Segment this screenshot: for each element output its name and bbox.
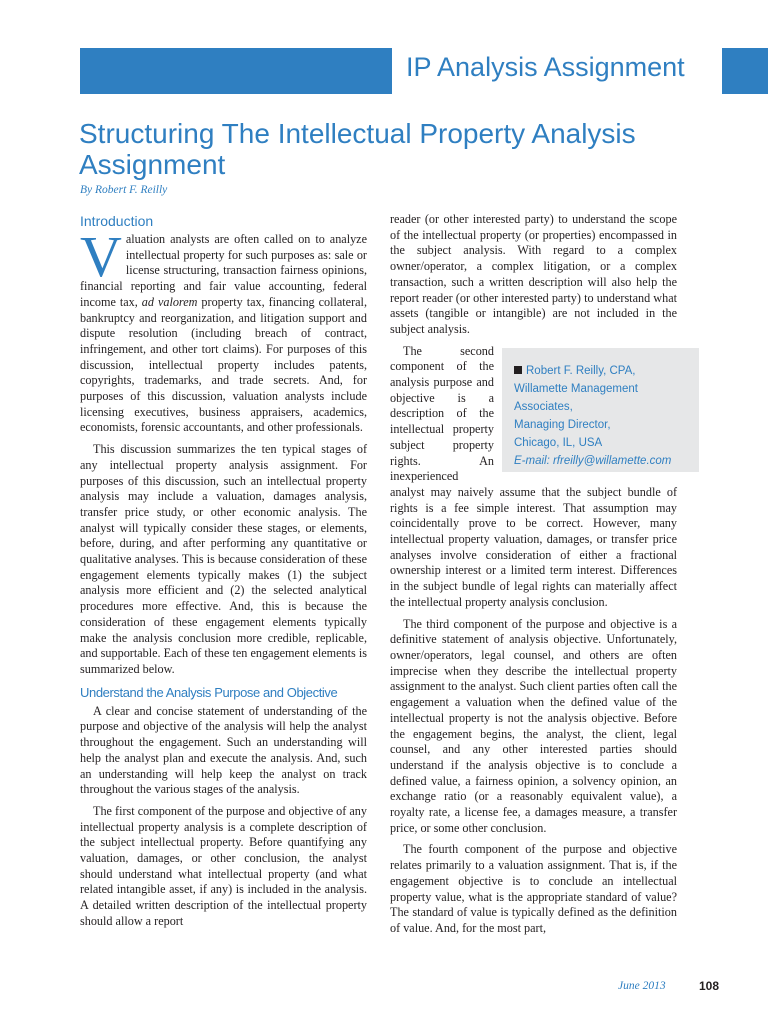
author-line-1: Robert F. Reilly, CPA, — [514, 362, 699, 380]
purpose-paragraph-1: A clear and concise statement of understanding of the purpose and objective of the analysis will help the analyst throughout the engagement. Such an understanding will help the analyst plan and execute the analysis. And, such an understanding will help keep the analyst on track throughout the various stages of the analysis. — [80, 703, 367, 797]
drop-cap: V — [80, 224, 122, 289]
left-column — [80, 210, 367, 936]
article-title: Structuring The Intellectual Property Analysis Assignment — [79, 118, 636, 180]
right-paragraph-3: The third component of the purpose and objective is a definitive statement of analysis objective. Unfortunately, owner/operators, legal counsel, and others are often imprecise when they describe the intellectual property assignment to the analyst. Such client parties often call the engagement a valuation when the defined value of the intellectual property is not the analysis objective. Before the engagement begins, the analyst, the client, legal counsel, and any other interested parties should understand if the analysis objective is to conclude a defined value, a fairness opinion, a solvency opinion, an exchange ratio (or a reasonably equivalent value), a royalty rate, a license fee, a damages measure, a transfer price, or some other conclusion. — [390, 616, 677, 835]
intro-paragraph — [80, 224, 367, 436]
intro-italic: ad valorem — [141, 294, 198, 309]
author-line-2: Willamette Management — [514, 382, 638, 395]
author-line-3: Associates, — [514, 400, 573, 413]
author-line-5: Chicago, IL, USA — [514, 436, 603, 449]
section-title: IP Analysis Assignment — [406, 52, 685, 82]
author-box — [502, 348, 699, 472]
footer-date: June 2013 — [618, 980, 666, 992]
header-bar-left — [80, 48, 392, 94]
author-email: E-mail: rfreilly@willamette.com — [514, 454, 672, 467]
right-paragraph-1: reader (or other interested party) to understand the scope of the intellectual property (or properties) encompassed in the subject analysis. With regard to a complex owner/operator, a complex litigation, or a complex transaction, such a written description will also help the report reader (or other interested party) to understand what assets (tangible or intangible) are not included in the subject analysis. — [390, 212, 677, 336]
purpose-paragraph-2: The first component of the purpose and objective of any intellectual property analysis is a complete description of the subject intellectual property. Before quantifying any valuation, damages, or other conclusion, the analyst should understand what intellectual property (and what related intangible asset, if any) is included in the analysis. A detailed written description of the intellectual property should allow a report — [80, 803, 367, 928]
purpose-heading: Understand the Analysis Purpose and Objective — [80, 684, 338, 700]
page-number: 108 — [699, 979, 720, 993]
byline: By Robert F. Reilly — [80, 184, 168, 196]
intro-heading: Introduction — [80, 213, 154, 229]
right-paragraph-2: The second component of the analysis purpose and objective is a description of the intellectual property subject property rights. An inexperienced analyst may naively assume that the subject bundle of rights is a fee simple interest. That assumption may coincidentally prove to be correct. However, many intellectual property valuation, damages, or transfer price analyses involve consideration of either a fractional ownership interest or a limited term interest. Differences in the subject bundle of legal rights can materially affect the intellectual property analysis conclusion. — [390, 343, 677, 609]
intro-text-rest: property tax, financing collateral, bankruptcy and reorganization, and litigation support and dispute resolution (including breach of contract, infringement, and other tort claims). For purposes of this discussion, intellectual property includes patents, copyrights, trademarks, and trade secrets. And, for purposes of this discussion, valuation analysts include licensing executives, business appraisers, academics, economists, forensic accountants, and other professionals. — [80, 294, 367, 435]
right-paragraph-4: The fourth component of the purpose and objective relates primarily to a valuation assignment. That is, if the engagement objective is to conclude an intellectual property value, what is the appropriate standard of value? The standard of value is typically defined as the definition of value. And, for the most part, — [390, 842, 677, 935]
header-bar-right — [722, 48, 768, 94]
intro-text: aluation analysts are often called on to analyze intellectual property for such purposes as: sale or license structuring, transaction fairness opinions, financial reporting and fair value accounting, federal income tax, — [80, 232, 367, 309]
right-column — [390, 212, 677, 943]
summary-paragraph: This discussion summarizes the ten typical stages of any intellectual property analysis assignment. For purposes of this discussion, such an intellectual property analysis may include a valuation, damages analysis, transfer price study, or other economic analysis. The analyst will typically consider these stages, or elements, before, during, and after performing any quantitative or qualitative analyses. This is because consideration of these engagement elements typically makes (1) the subject analysis more efficient and (2) the selected analytical procedures more effective. And, this is because the consideration of these engagement elements typically make the analysis conclusion more credible, replicable, and supportable. Each of these ten engagement elements is summarized below. — [80, 442, 367, 676]
author-line-4: Managing Director, — [514, 418, 611, 431]
square-bullet-icon — [514, 366, 522, 374]
